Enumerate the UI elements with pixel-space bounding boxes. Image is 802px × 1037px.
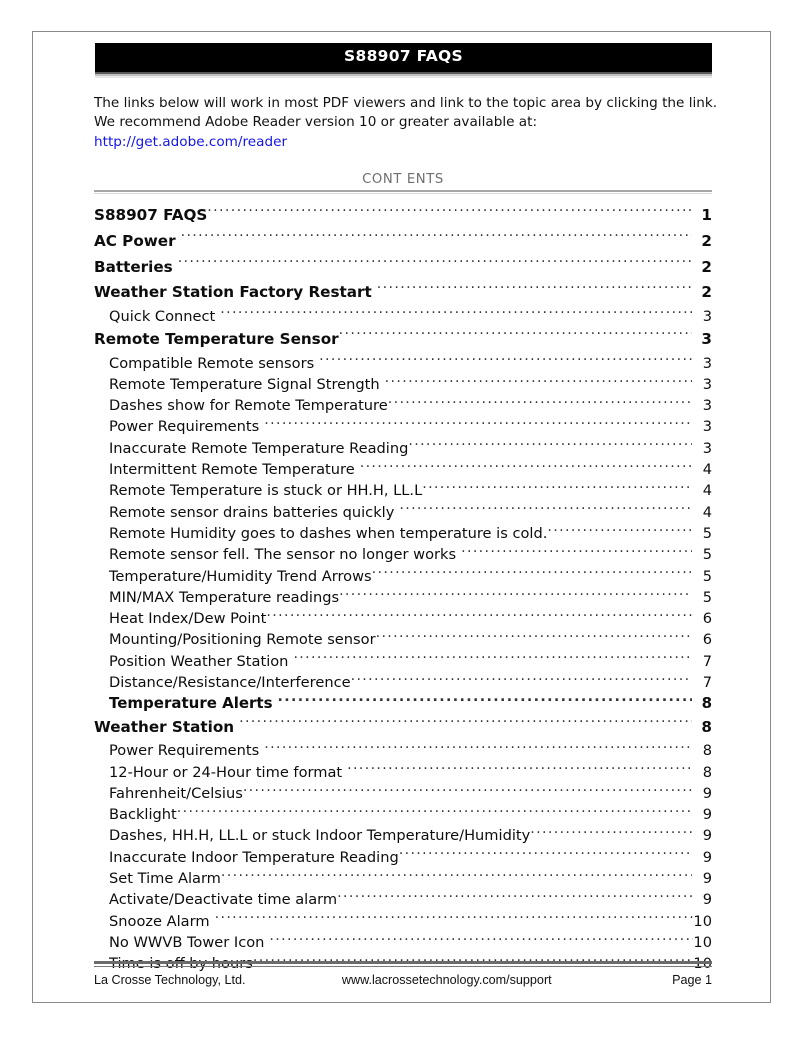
toc-entry-label: Weather Station <box>94 717 235 736</box>
toc-leader-dots <box>339 587 692 602</box>
footer-company: La Crosse Technology, Ltd. <box>94 973 246 987</box>
toc-entry[interactable] <box>94 203 712 229</box>
toc-entry-page-number: 4 <box>702 503 712 521</box>
toc-entry[interactable] <box>94 502 712 523</box>
footer-divider-thick <box>94 961 712 964</box>
toc-entry[interactable] <box>94 889 712 910</box>
toc-entry-label: Remote Humidity goes to dashes when temperature is cold. <box>109 524 548 542</box>
toc-entry-page-number: 2 <box>701 257 712 276</box>
toc-entry-page-number: 8 <box>701 717 712 736</box>
toc-entry-page-number: 9 <box>702 806 712 824</box>
toc-entry-page-number: 9 <box>702 827 712 845</box>
toc-entry-page-number: 2 <box>701 283 712 302</box>
toc-entry-page-number: 5 <box>702 546 712 564</box>
toc-entry[interactable] <box>94 651 712 672</box>
toc-entry-page-number: 7 <box>702 674 712 692</box>
page-footer <box>94 961 712 987</box>
toc-entry-label: Intermittent Remote Temperature <box>109 461 355 479</box>
toc-entry[interactable] <box>94 715 712 741</box>
toc-entry-page-number: 9 <box>702 848 712 866</box>
toc-leader-dots <box>376 630 692 645</box>
toc-entry[interactable] <box>94 932 712 953</box>
toc-entry-page-number: 10 <box>693 912 712 930</box>
toc-leader-dots <box>221 868 692 883</box>
toc-entry-page-number: 8 <box>701 694 712 713</box>
toc-leader-dots <box>337 890 692 905</box>
intro-paragraph <box>94 94 718 153</box>
toc-leader-dots <box>408 438 692 453</box>
toc-entry[interactable] <box>94 306 712 327</box>
toc-entry[interactable] <box>94 629 712 650</box>
toc-leader-dots <box>177 805 692 820</box>
footer-page-number: Page 1 <box>672 973 712 987</box>
toc-entry-label: Power Requirements <box>109 418 260 436</box>
toc-entry-label: Dashes, HH.H, LL.L or stuck Indoor Temperature/Humidity <box>109 827 531 845</box>
toc-leader-dots <box>264 741 692 756</box>
toc-entry-page-number: 8 <box>702 763 712 781</box>
toc-entry-label: Distance/Resistance/Interference <box>109 674 351 692</box>
toc-entry-label: Mounting/Positioning Remote sensor <box>109 631 376 649</box>
toc-leader-dots <box>207 205 692 220</box>
toc-leader-dots <box>339 329 692 344</box>
toc-entry-page-number: 7 <box>702 652 712 670</box>
toc-entry[interactable] <box>94 280 712 306</box>
toc-entry-page-number: 3 <box>702 354 712 372</box>
toc-entry-label: Remote sensor drains batteries quickly <box>109 503 395 521</box>
toc-entry[interactable] <box>94 374 712 395</box>
toc-entry[interactable] <box>94 566 712 587</box>
document-title: S88907 FAQS <box>95 43 712 72</box>
toc-entry-page-number: 2 <box>701 231 712 250</box>
toc-leader-dots <box>530 826 692 841</box>
toc-leader-dots <box>399 847 692 862</box>
toc-entry[interactable] <box>94 395 712 416</box>
toc-entry[interactable] <box>94 416 712 437</box>
toc-entry-page-number: 3 <box>702 418 712 436</box>
intro-line-1: The links below will work in most PDF viewers and link to the topic area by clicking the link. <box>94 94 718 111</box>
contents-heading: CONT ENTS <box>362 172 444 188</box>
toc-entry[interactable] <box>94 438 712 459</box>
toc-entry-page-number: 4 <box>702 461 712 479</box>
toc-entry-page-number: 3 <box>702 375 712 393</box>
toc-leader-dots <box>293 651 692 666</box>
toc-entry-label: Power Requirements <box>109 742 260 760</box>
toc-entry-label: Temperature Alerts <box>109 694 273 713</box>
adobe-reader-link[interactable]: http://get.adobe.com/reader <box>94 133 288 150</box>
toc-leader-dots <box>360 459 692 474</box>
toc-entry-page-number: 4 <box>702 482 712 500</box>
toc-leader-dots <box>243 783 692 798</box>
toc-entry-page-number: 3 <box>701 329 712 348</box>
toc-entry-page-number: 9 <box>702 891 712 909</box>
toc-entry-label: Snooze Alarm <box>109 912 210 930</box>
toc-entry-label: Quick Connect <box>109 307 216 325</box>
toc-entry-label: Fahrenheit/Celsius <box>109 784 243 802</box>
banner-shadow-light <box>95 76 712 78</box>
toc-entry[interactable] <box>94 847 712 868</box>
toc-entry-label: Weather Station Factory Restart <box>94 283 372 302</box>
toc-entry[interactable] <box>94 480 712 501</box>
toc-entry[interactable] <box>94 523 712 544</box>
table-of-contents <box>94 203 712 974</box>
toc-leader-dots <box>461 545 692 560</box>
toc-entry[interactable] <box>94 353 712 374</box>
toc-entry-page-number: 9 <box>702 870 712 887</box>
toc-leader-dots <box>547 523 692 538</box>
footer-divider-thin <box>94 966 712 967</box>
toc-leader-dots <box>422 481 692 496</box>
toc-leader-dots <box>264 417 692 432</box>
toc-entry[interactable] <box>94 672 712 693</box>
toc-entry-label: 12-Hour or 24-Hour time format <box>109 763 343 781</box>
toc-entry-label: Set Time Alarm <box>109 870 221 887</box>
toc-entry-label: Heat Index/Dew Point <box>109 610 267 628</box>
toc-entry-page-number: 5 <box>702 567 712 585</box>
toc-leader-dots <box>181 231 692 246</box>
toc-leader-dots <box>399 502 692 517</box>
toc-leader-dots <box>278 693 692 708</box>
toc-entry[interactable] <box>94 459 712 480</box>
toc-leader-dots <box>269 932 693 947</box>
toc-entry-page-number: 10 <box>693 933 712 951</box>
toc-entry-page-number: 3 <box>702 439 712 457</box>
toc-leader-dots <box>347 762 692 777</box>
toc-entry-page-number: 3 <box>702 307 712 325</box>
toc-entry-page-number: 8 <box>702 742 712 760</box>
toc-entry[interactable] <box>94 804 712 825</box>
toc-entry-label: MIN/MAX Temperature readings <box>109 588 340 606</box>
toc-leader-dots <box>388 396 692 411</box>
toc-entry[interactable] <box>94 825 712 846</box>
toc-entry-label: Activate/Deactivate time alarm <box>109 891 338 909</box>
toc-entry[interactable] <box>94 608 712 629</box>
toc-leader-dots <box>220 306 692 321</box>
toc-entry-page-number: 9 <box>702 784 712 802</box>
page-frame <box>32 31 771 1003</box>
toc-entry-page-number: 6 <box>702 610 712 628</box>
toc-leader-dots <box>266 609 692 624</box>
toc-entry-label: No WWVB Tower Icon <box>109 933 265 951</box>
contents-divider <box>94 190 712 194</box>
toc-leader-dots <box>351 672 692 687</box>
intro-line-2: We recommend Adobe Reader version 10 or greater available at: <box>94 114 538 131</box>
toc-entry[interactable] <box>94 762 712 783</box>
toc-entry-label: Remote Temperature is stuck or HH.H, LL.L <box>109 482 423 500</box>
toc-entry[interactable] <box>94 868 712 889</box>
page-content <box>94 43 718 974</box>
toc-leader-dots <box>215 911 694 926</box>
footer-row <box>94 973 712 987</box>
toc-leader-dots <box>319 353 692 368</box>
footer-support-url[interactable]: www.lacrossetechnology.com/support <box>341 973 552 987</box>
toc-entry-page-number: 5 <box>702 524 712 542</box>
toc-leader-dots <box>372 566 692 581</box>
toc-entry[interactable] <box>94 255 712 281</box>
toc-entry-page-number: 1 <box>701 206 712 225</box>
toc-entry-label: S88907 FAQS <box>94 206 208 225</box>
contents-divider-thick <box>94 190 712 192</box>
toc-entry-page-number: 5 <box>702 588 712 606</box>
toc-entry[interactable] <box>94 693 712 714</box>
title-banner-container <box>95 43 712 78</box>
toc-entry-label: Inaccurate Remote Temperature Reading <box>109 439 409 457</box>
toc-entry[interactable] <box>94 544 712 565</box>
toc-entry-page-number: 3 <box>702 397 712 415</box>
toc-entry-label: AC Power <box>94 231 176 250</box>
toc-entry-page-number: 6 <box>702 631 712 649</box>
toc-entry-label: Batteries <box>94 257 173 276</box>
toc-entry-label: Inaccurate Indoor Temperature Reading <box>109 848 399 866</box>
toc-entry-label: Remote Temperature Signal Strength <box>109 375 380 393</box>
toc-entry-label: Backlight <box>109 806 177 824</box>
toc-entry[interactable] <box>94 740 712 761</box>
toc-entry[interactable] <box>94 229 712 255</box>
toc-entry-label: Compatible Remote sensors <box>109 354 315 372</box>
toc-leader-dots <box>239 716 692 731</box>
toc-leader-dots <box>385 374 692 389</box>
toc-entry[interactable] <box>94 783 712 804</box>
toc-entry-label: Remote sensor fell. The sensor no longer works <box>109 546 457 564</box>
contents-divider-thin <box>94 193 712 194</box>
toc-entry-label: Temperature/Humidity Trend Arrows <box>109 567 372 585</box>
toc-leader-dots <box>377 282 692 297</box>
toc-entry-label: Remote Temperature Sensor <box>94 329 339 348</box>
toc-entry-label: Position Weather Station <box>109 652 289 670</box>
toc-leader-dots <box>178 256 692 271</box>
toc-entry[interactable] <box>94 327 712 353</box>
toc-entry[interactable] <box>94 587 712 608</box>
toc-entry[interactable] <box>94 911 712 932</box>
toc-entry-label: Dashes show for Remote Temperature <box>109 397 388 415</box>
